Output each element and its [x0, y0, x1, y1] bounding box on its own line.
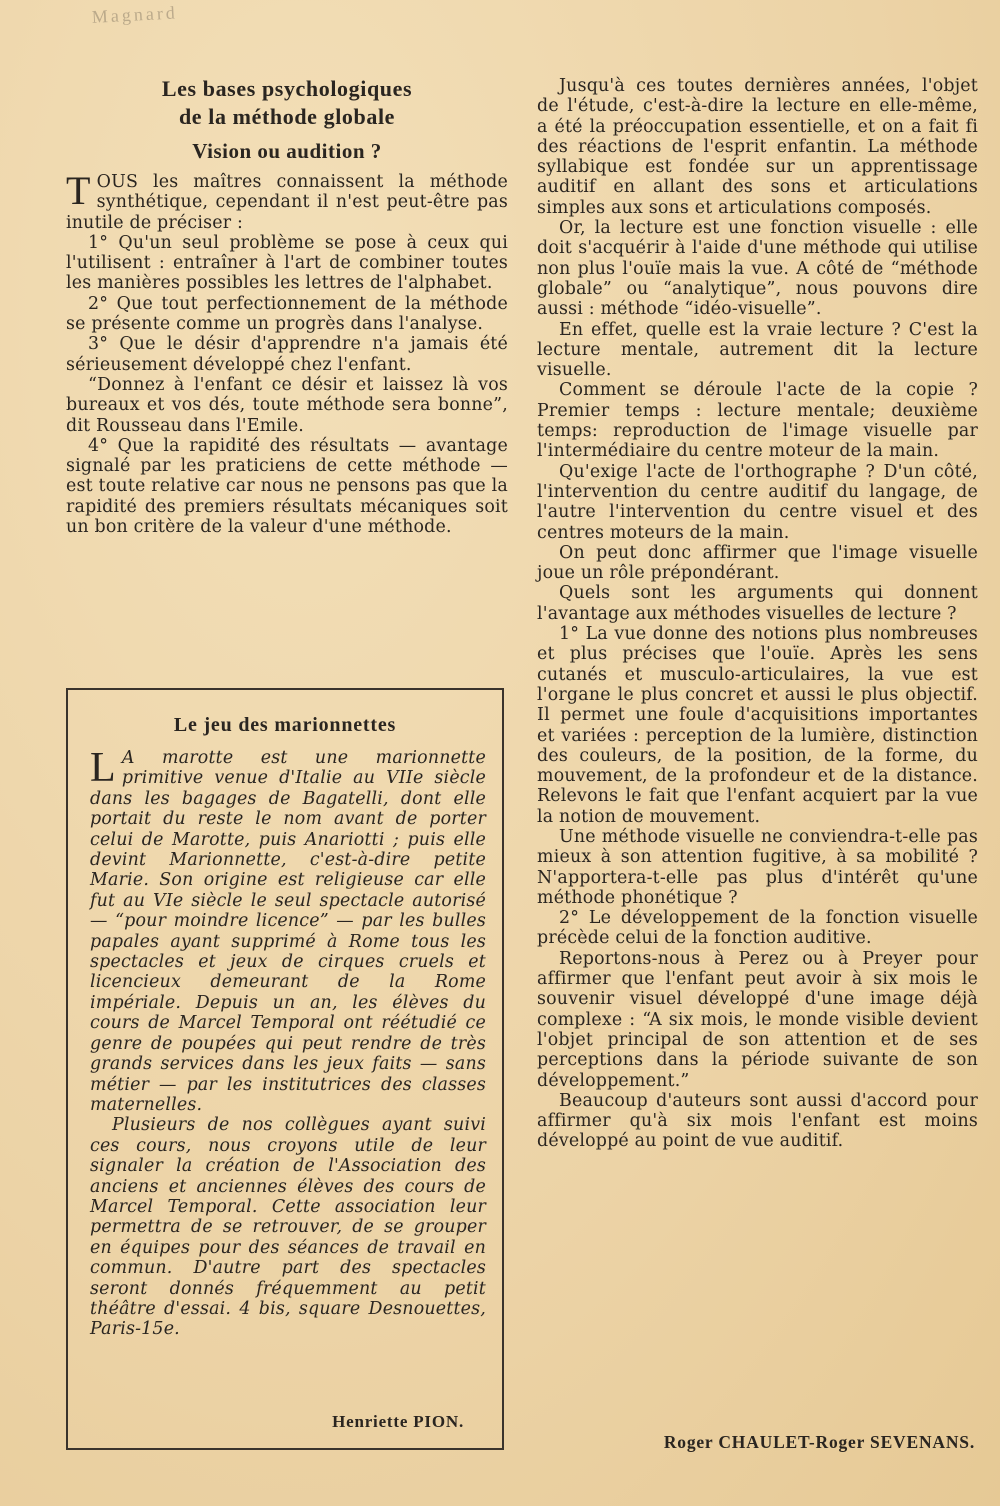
paragraph: 3° Que le désir d'apprendre n'a jamais été sérieusement développé chez l'enfant. [66, 334, 508, 375]
paragraph: 2° Que tout perfectionnement de la méthode se présente comme un progrès dans l'analyse. [66, 293, 508, 335]
paragraph: Jusqu'à ces toutes dernières années, l'objet de l'étude, c'est-à-dire la lecture en elle-même, a été la préoccupation essentielle, et on a fait fi des réactions de l'esprit enfantin. La méthode syllabique est fondée sur un apprentissage auditif en allant des sons et articulations simples aux sons et articulations composés. [537, 76, 978, 218]
box-signature: Henriette PION. [332, 1412, 464, 1431]
paragraph: “Donnez à l'enfant ce désir et laissez là vos bureaux et vos dés, toute méthode sera bonne”, dit Rousseau dans l'Emile. [66, 374, 508, 436]
drop-cap: L [90, 745, 116, 791]
paragraph: Comment se déroule l'acte de la copie ? Premier temps : lecture mentale; deuxième temps: reproduction de l'image visuelle par l'intermédiaire du centre moteur de la main. [537, 380, 978, 462]
box-body [90, 745, 486, 1340]
paragraph: Or, la lecture est une fonction visuelle : elle doit s'acquérir à l'aide d'une méthode qui utilise non plus l'ouïe mais la vue. A côté de “méthode globale” ou “analytique”, nous pouvons dire aussi : méthode “idéo-visuelle”. [537, 218, 978, 320]
article-body-left [66, 168, 508, 538]
article-body-right [537, 76, 978, 1152]
paragraph-text: OUS les maîtres connaissent la méthode synthétique, cependant il n'est peut-être pas inutile de préciser : [66, 172, 508, 233]
paragraph: 1° Qu'un seul problème se pose à ceux qui l'utilisent : entraîner à l'art de combiner toutes les manières possibles les lettres de l'alphabet. [66, 232, 508, 294]
paragraph: Beaucoup d'auteurs sont aussi d'accord pour affirmer qu'à six mois l'enfant est moins développé au point de vue auditif. [537, 1090, 978, 1152]
paragraph: 1° La vue donne des notions plus nombreuses et plus précises que l'ouïe. Après les sens cutanés et musculo-articulaires, la vue est l'organe le plus concret et aussi le plus objectif. Il permet une foule d'acquisitions importantes et variées : perception de la lumière, distinction des couleurs, de la position, de la forme, du mouvement, de la profondeur et de la distance. Relevons le fait que l'enfant acquiert par la vue la notion de mouvement. [537, 624, 978, 827]
article-signature: Roger CHAULET-Roger SEVENANS. [663, 1432, 975, 1452]
paragraph: En effet, quelle est la vraie lecture ? C'est la lecture mentale, autrement dit la lecture visuelle. [537, 319, 978, 381]
article-subtitle: Vision ou audition ? [192, 139, 382, 163]
drop-cap: T [66, 168, 91, 213]
sidebar-box [66, 688, 504, 1450]
article-title-line1: Les bases psychologiques [161, 76, 413, 101]
article-title-line2: de la méthode globale [178, 104, 396, 129]
stamp-mark: Magnard [91, 2, 179, 27]
paragraph: Plusieurs de nos collègues ayant suivi ces cours, nous croyons utile de leur signaler la création de l'Association des anciens et anciennes élèves des cours de Marcel Temporal. Cette association leur permettra de se retrouver, de se grouper en équipes pour des séances de travail en commun. D'autre part des spectacles seront donnés fréquemment au petit théâtre d'essai. 4 bis, square Desnouettes, Paris-15e. [90, 1115, 486, 1340]
paragraph [90, 745, 486, 1115]
box-title: Le jeu des marionnettes [173, 714, 397, 736]
paragraph: Reportons-nous à Perez ou à Preyer pour affirmer que l'enfant peut avoir à six mois le souvenir visuel développé d'une image déjà complexe : “A six mois, le monde visible devient l'objet principal de son attention et de ses perceptions dans la période suivante de son développement.” [537, 948, 978, 1091]
paragraph-text: A marotte est une marionnette primitive venue d'Italie au VIIe siècle dans les bagages de Bagatelli, dont elle portait du reste le nom avant de porter celui de Marotte, puis Anariotti ; puis elle devint Marionnette, c'est-à-dire petite Marie. Son origine est religieuse car elle fut au VIe siècle le seul spectacle autorisé — “pour moindre licence” — par les bulles papales ayant supprimé à Rome tous les spectacles et jeux de cirques cruels et licencieux demeurant de la Rome impériale. Depuis un an, les élèves du cours de Marcel Temporal ont réétudié ce genre de poupées qui peut rendre de très grands services dans les jeux faits — sans métier — par les institutrices des classes maternelles. [90, 748, 486, 1115]
paragraph [66, 168, 508, 233]
paragraph: 4° Que la rapidité des résultats — avantage signalé par les praticiens de cette méthode — est toute relative car nous ne pensons pas que la rapidité des premiers résultats mécaniques soit un bon critère de la valeur d'une méthode. [66, 435, 508, 538]
paragraph: On peut donc affirmer que l'image visuelle joue un rôle prépondérant. [537, 542, 978, 584]
paragraph: Quels sont les arguments qui donnent l'avantage aux méthodes visuelles de lecture ? [537, 583, 978, 624]
paragraph: Une méthode visuelle ne conviendra-t-elle pas mieux à son attention fugitive, à sa mobilité ? N'apportera-t-elle pas plus d'intérêt qu'une méthode phonétique ? [537, 826, 978, 908]
paragraph: Qu'exige l'acte de l'orthographe ? D'un côté, l'intervention du centre auditif du langage, de l'autre l'intervention du centre visuel et des centres moteurs de la main. [537, 461, 978, 543]
paragraph: 2° Le développement de la fonction visuelle précède celui de la fonction auditive. [537, 908, 978, 949]
